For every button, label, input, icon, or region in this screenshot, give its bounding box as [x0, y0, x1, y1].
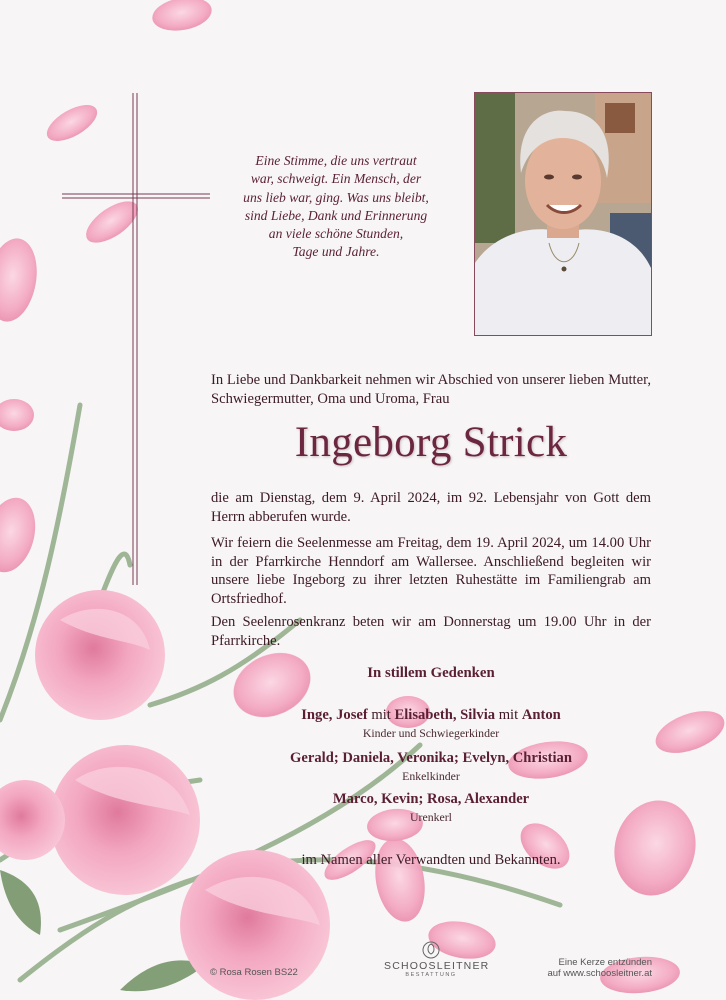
candle-line: Eine Kerze entzünden: [558, 957, 652, 968]
memorial-quote: [222, 152, 450, 262]
family-names: Anton: [521, 707, 561, 723]
candle-url: auf www.schoosleitner.at: [547, 968, 652, 979]
copyright-text: © Rosa Rosen BS22: [210, 967, 298, 978]
family-names: Elisabeth, Silvia: [394, 707, 496, 723]
closing-text: im Namen aller Verwandten und Bekannten.: [301, 852, 561, 868]
family-relation: Urenkerl: [410, 810, 452, 824]
rose-logo-icon: [421, 940, 441, 960]
family-relation: Enkelkinder: [402, 769, 460, 783]
family-names: Gerald; Daniela, Veronika; Evelyn, Christian: [290, 750, 572, 766]
quote-line: sind Liebe, Dank und Erinnerung: [244, 207, 428, 223]
portrait-photo: [474, 92, 652, 336]
family-grandchildren: [211, 750, 651, 767]
family-children: [211, 707, 651, 724]
family-great-grandchildren: [211, 791, 651, 808]
family-names: Inge, Josef: [301, 707, 368, 723]
funeral-mass-text: Wir feiern die Seelenmesse am Freitag, dem 19. April 2024, um 14.00 Uhr in der Pfarrkirche Henndorf am Wallersee. Anschließend begleiten wir unsere liebe Ingeborg zu ihrer letzten Ruhestätte im Familiengrab am Ortsfriedhof.: [211, 535, 651, 607]
rosary-text: Den Seelenrosenkranz beten wir am Donnerstag um 19.00 Uhr in der Pfarrkirche.: [211, 614, 651, 649]
deceased-name: Ingeborg Strick: [294, 419, 568, 466]
quote-line: an viele schöne Stunden,: [268, 226, 404, 242]
candle-link[interactable]: [540, 957, 652, 979]
quote-line: uns lieb war, ging. Was uns bleibt,: [243, 189, 429, 205]
funeral-home-logo: [384, 940, 490, 978]
logo-subtitle: BESTATTUNG: [405, 972, 457, 978]
family-connector: mit: [367, 707, 395, 723]
logo-name: SCHOOSLEITNER: [384, 960, 490, 972]
death-notice-text: die am Dienstag, dem 9. April 2024, im 92. Lebensjahr von Gott dem Herrn abberufen wurde.: [211, 490, 651, 525]
quote-line: Eine Stimme, die uns vertraut: [255, 153, 417, 168]
family-connector: mit: [495, 707, 522, 723]
family-relation: Kinder und Schwiegerkinder: [362, 726, 500, 740]
intro-text: In Liebe und Dankbarkeit nehmen wir Abschied von unserer lieben Mutter, Schwiegermutter, Oma und Uroma, Frau: [211, 372, 651, 407]
memorial-heading: In stillem Gedenken: [367, 665, 495, 681]
quote-line: war, schweigt. Ein Mensch, der: [250, 171, 422, 187]
quote-line: Tage und Jahre.: [292, 244, 380, 260]
family-names: Marco, Kevin; Rosa, Alexander: [332, 791, 530, 807]
